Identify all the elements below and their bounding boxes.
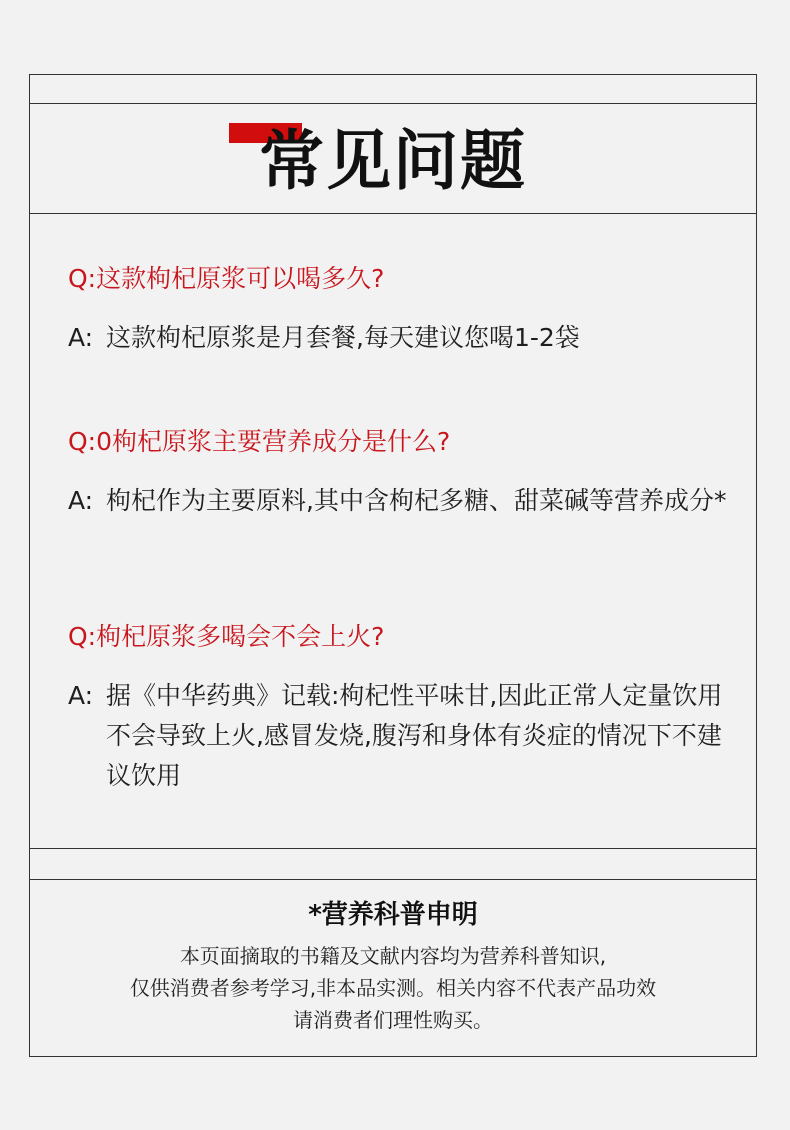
page-title: 常见问题	[259, 124, 528, 199]
faq-item	[68, 262, 736, 358]
notice-line: 仅供消费者参考学习,非本品实测。相关内容不代表产品功效	[129, 976, 657, 1000]
answer-text: 枸杞作为主要原料,其中含枸杞多糖、甜菜碱等营养成分*	[106, 486, 727, 515]
notice-title: *营养科普申明	[308, 900, 478, 930]
notice-line: 请消费者们理性购买。	[293, 1008, 493, 1032]
faq-section	[29, 213, 757, 849]
faq-item	[68, 620, 736, 796]
faq-question: Q:0枸杞原浆主要营养成分是什么?	[68, 427, 451, 456]
faq-answer	[68, 318, 736, 358]
middle-decorative-strip	[29, 848, 757, 880]
top-decorative-strip	[29, 74, 757, 104]
answer-text: 这款枸杞原浆是月套餐,每天建议您喝1-2袋	[106, 323, 580, 352]
faq-item	[68, 425, 736, 521]
notice-body	[30, 940, 756, 1036]
title-section	[29, 103, 757, 214]
answer-prefix: A:	[68, 486, 94, 515]
faq-answer	[68, 676, 736, 796]
notice-line: 本页面摘取的书籍及文献内容均为营养科普知识,	[179, 944, 607, 968]
faq-answer	[68, 481, 736, 521]
answer-text: 据《中华药典》记载:枸杞性平味甘,因此正常人定量饮用不会导致上火,感冒发烧,腹泻和身体有炎症的情况下不建议饮用	[106, 681, 723, 790]
nutrition-notice	[29, 879, 757, 1057]
answer-prefix: A:	[68, 681, 94, 710]
answer-prefix: A:	[68, 323, 94, 352]
faq-question: Q:枸杞原浆多喝会不会上火?	[68, 622, 385, 651]
faq-question: Q:这款枸杞原浆可以喝多久?	[68, 264, 385, 293]
